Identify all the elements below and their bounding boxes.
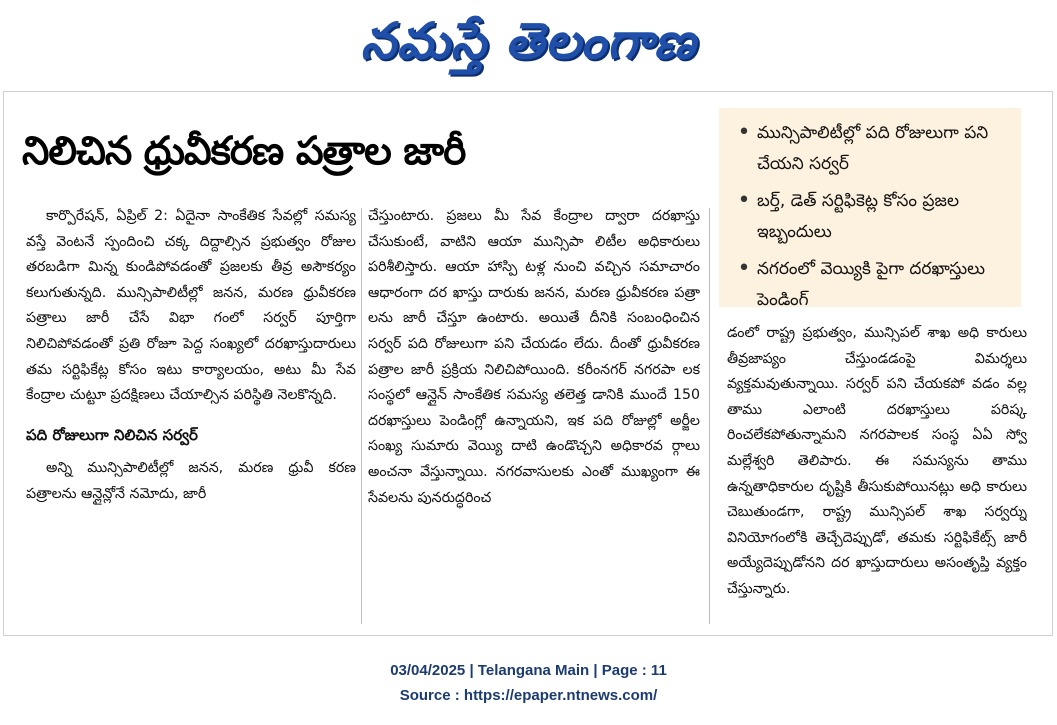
newspaper-logo: నమస్తే తెలంగాణ bbox=[360, 11, 697, 70]
highlight-text: బర్త్, డెత్ సర్టిఫికెట్ల కోసం ప్రజల ఇబ్బందులు bbox=[757, 191, 959, 242]
body-paragraph: కార్పొరేషన్, ఏప్రిల్ 2: ఏదైనా సాంకేతిక సేవల్లో సమస్య వస్తే వెంటనే స్పందించి చక్క దిద్దాల్సిన ప్రభుత్వం రోజుల తరబడిగా మిన్న కుండిపోవడంతో ప్రజలకు తీవ్ర అసౌకర్యం కలుగుతున్నది. మున్సిపాలిటీల్లో జనన, మరణ ధ్రువీకరణ పత్రాలు జారీ చేసే విభా గంలో సర్వర్ పూర్తిగా నిలిచిపోవడంతో ప్రతి రోజూ పెద్ద సంఖ్యలో దరఖాస్తుదారులు తమ సర్టిఫికేట్ల కోసం ఇటు కార్యాలయం, అటు మీ సేవ కేంద్రాల చుట్టూ ప్రదక్షిణలు చేయాల్సిన పరిస్థితి నెలకొన్నది. bbox=[26, 208, 356, 404]
masthead bbox=[0, 0, 1057, 86]
column-divider bbox=[709, 208, 710, 624]
body-paragraph: చేస్తుంటారు. ప్రజలు మీ సేవ కేంద్రాల ద్వారా దరఖాస్తు చేసుకుంటే, వాటిని ఆయా మున్సిపా లిటీల అధికారులు పరిశీలిస్తారు. ఆయా హాస్పి టళ్ల నుంచి వచ్చిన సమాచారం ఆధారంగా దర ఖాస్తు దారుకు జనన, మరణ ధ్రువీకరణ పత్రా లను జారీ చేస్తూ ఉంటారు. అయితే దీనికి సంబంధించిన సర్వర్ పది రోజులుగా పని చేయడం లేదు. దీంతో ధ్రువీకరణ పత్రాల జారీ ప్రక్రియ నిలిచిపోయింది. కరీంనగర్ నగరపా లక సంస్థలో ఆన్లైన్ సాంకేతిక సమస్య తలెత్త డానికి ముందే 150 దరఖాస్తులు పెండింగ్లో ఉన్నాయని, ఇక పది రోజుల్లో అర్జీల సంఖ్య సుమారు వెయ్యి దాటి ఉండొచ్చని అధికారవ ర్గాలు అంచనా వేస్తున్నాయి. నగరవాసులకు ఎంతో ముఖ్యంగా ఈ సేవలను పునరుద్ధరించ bbox=[368, 208, 700, 506]
column-divider bbox=[361, 208, 362, 624]
page-footer bbox=[0, 658, 1057, 708]
article-subhead: పది రోజులుగా నిలిచిన సర్వర్ bbox=[26, 425, 198, 444]
article-column-2 bbox=[368, 204, 700, 629]
footer-source-line: Source : https://epaper.ntnews.com/ bbox=[399, 687, 658, 704]
article-headline: నిలిచిన ధ్రువీకరణ పత్రాల జారీ bbox=[22, 129, 466, 174]
bullet-icon: • bbox=[737, 188, 751, 213]
article-column-1 bbox=[26, 204, 356, 629]
footer-date-line: 03/04/2025 | Telangana Main | Page : 11 bbox=[390, 662, 667, 679]
highlights-box bbox=[719, 108, 1021, 310]
bullet-icon: • bbox=[737, 256, 751, 281]
body-paragraph: అన్ని మున్సిపాలిటీల్లో జనన, మరణ ధ్రువీ కరణ పత్రాలను ఆన్లైన్లోనే నమోదు, జారీ bbox=[26, 460, 356, 502]
bullet-icon: • bbox=[737, 120, 751, 145]
highlight-item bbox=[731, 118, 1011, 180]
highlight-item bbox=[731, 186, 1011, 248]
article-column-3 bbox=[727, 321, 1027, 621]
highlight-text: నగరంలో వెయ్యికి పైగా దరఖాస్తులు పెండింగ్ bbox=[757, 259, 986, 310]
highlight-text: మున్సిపాలిటీల్లో పది రోజులుగా పని చేయని సర్వర్ bbox=[757, 123, 989, 174]
body-paragraph: డంలో రాష్ట్ర ప్రభుత్వం, మున్సిపల్ శాఖ అధి కారులు తీవ్రజాప్యం చేస్తుండడంపై విమర్శలు వ్యక్తమవుతున్నాయి. సర్వర్ పని చేయకపో వడం వల్ల తాము ఎలాంటి దరఖాస్తులు పరిష్క రించలేకపోతున్నామని నగరపాలక సంస్థ ఏఏ స్వో మల్లేశ్వరి తెలిపారు. ఈ సమస్యను తాము ఉన్నతాధికారుల దృష్టికి తీసుకుపోయినట్లు అధి కారులు చెబుతుండగా, రాష్ట్ర మున్సిపల్ శాఖ సర్వర్ను వినియోగంలోకి తెచ్చేదెప్పుడో, తమకు సర్టిఫికేట్స్ జారీ అయ్యేదెప్పుడోనని దర ఖాస్తుదారులు అసంతృప్తి వ్యక్తం చేస్తున్నారు. bbox=[727, 325, 1027, 597]
highlight-item bbox=[731, 254, 1011, 316]
